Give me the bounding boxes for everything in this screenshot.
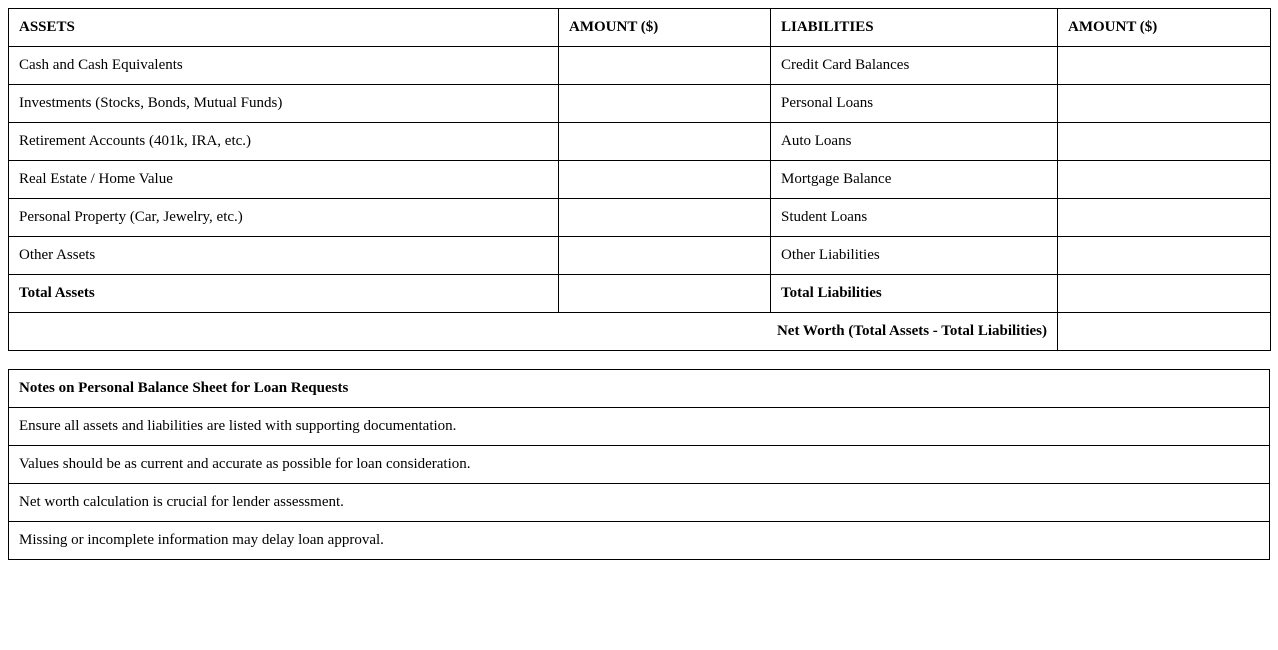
asset-amount-cell[interactable] bbox=[559, 161, 771, 199]
total-liabilities-label: Total Liabilities bbox=[771, 275, 1058, 313]
net-worth-row bbox=[9, 313, 1271, 351]
liability-amount-cell[interactable] bbox=[1058, 199, 1271, 237]
liability-amount-cell[interactable] bbox=[1058, 123, 1271, 161]
note-text: Ensure all assets and liabilities are listed with supporting documentation. bbox=[9, 408, 1270, 446]
table-row bbox=[9, 199, 1271, 237]
asset-label: Investments (Stocks, Bonds, Mutual Funds) bbox=[9, 85, 559, 123]
note-text: Net worth calculation is crucial for lender assessment. bbox=[9, 484, 1270, 522]
assets-header: ASSETS bbox=[9, 9, 559, 47]
liability-label: Auto Loans bbox=[771, 123, 1058, 161]
liability-amount-cell[interactable] bbox=[1058, 47, 1271, 85]
liability-label: Personal Loans bbox=[771, 85, 1058, 123]
asset-label: Retirement Accounts (401k, IRA, etc.) bbox=[9, 123, 559, 161]
table-row bbox=[9, 237, 1271, 275]
list-item bbox=[9, 522, 1270, 560]
asset-amount-cell[interactable] bbox=[559, 123, 771, 161]
notes-table bbox=[8, 369, 1270, 560]
asset-amount-cell[interactable] bbox=[559, 47, 771, 85]
list-item bbox=[9, 484, 1270, 522]
total-liabilities-amount-cell[interactable] bbox=[1058, 275, 1271, 313]
liability-amount-cell[interactable] bbox=[1058, 237, 1271, 275]
liability-label: Student Loans bbox=[771, 199, 1058, 237]
notes-title-row bbox=[9, 370, 1270, 408]
asset-label: Personal Property (Car, Jewelry, etc.) bbox=[9, 199, 559, 237]
notes-title: Notes on Personal Balance Sheet for Loan Requests bbox=[9, 370, 1270, 408]
liability-label: Mortgage Balance bbox=[771, 161, 1058, 199]
table-row bbox=[9, 123, 1271, 161]
asset-amount-cell[interactable] bbox=[559, 237, 771, 275]
note-text: Missing or incomplete information may delay loan approval. bbox=[9, 522, 1270, 560]
table-row bbox=[9, 47, 1271, 85]
asset-label: Other Assets bbox=[9, 237, 559, 275]
asset-label: Real Estate / Home Value bbox=[9, 161, 559, 199]
liabilities-amount-header: AMOUNT ($) bbox=[1058, 9, 1271, 47]
liability-amount-cell[interactable] bbox=[1058, 161, 1271, 199]
liabilities-header: LIABILITIES bbox=[771, 9, 1058, 47]
total-assets-label: Total Assets bbox=[9, 275, 559, 313]
table-row bbox=[9, 161, 1271, 199]
document-body bbox=[8, 8, 1270, 560]
liability-label: Credit Card Balances bbox=[771, 47, 1058, 85]
header-row bbox=[9, 9, 1271, 47]
net-worth-amount-cell[interactable] bbox=[1058, 313, 1271, 351]
assets-amount-header: AMOUNT ($) bbox=[559, 9, 771, 47]
liability-amount-cell[interactable] bbox=[1058, 85, 1271, 123]
asset-label: Cash and Cash Equivalents bbox=[9, 47, 559, 85]
net-worth-label: Net Worth (Total Assets - Total Liabilities) bbox=[9, 313, 1058, 351]
asset-amount-cell[interactable] bbox=[559, 85, 771, 123]
list-item bbox=[9, 408, 1270, 446]
asset-amount-cell[interactable] bbox=[559, 199, 771, 237]
table-row bbox=[9, 85, 1271, 123]
balance-sheet-table bbox=[8, 8, 1271, 351]
list-item bbox=[9, 446, 1270, 484]
total-assets-amount-cell[interactable] bbox=[559, 275, 771, 313]
liability-label: Other Liabilities bbox=[771, 237, 1058, 275]
note-text: Values should be as current and accurate as possible for loan consideration. bbox=[9, 446, 1270, 484]
totals-row bbox=[9, 275, 1271, 313]
